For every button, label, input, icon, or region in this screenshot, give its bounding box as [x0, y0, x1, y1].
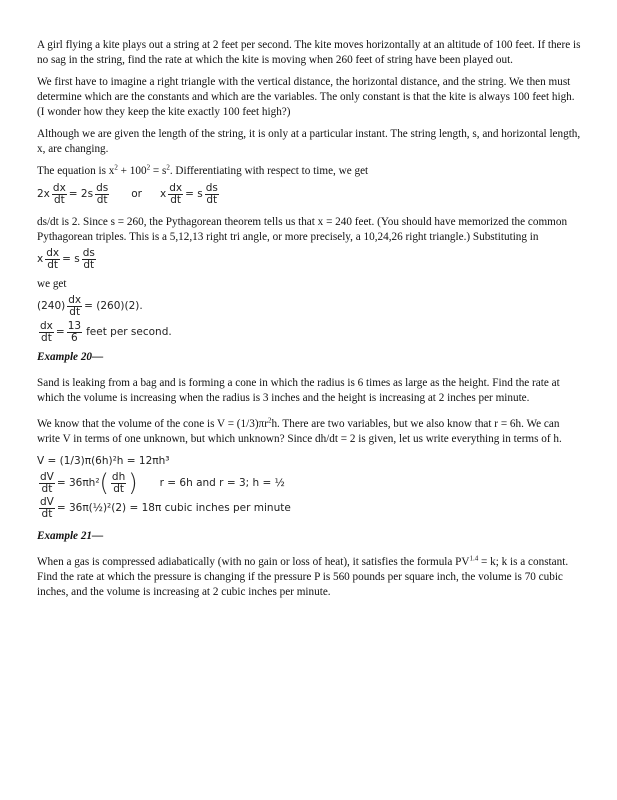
eq-term: x	[159, 188, 167, 200]
eq-or: or	[131, 188, 142, 200]
paragraph-pythagorean: ds/dt is 2. Since s = 260, the Pythagorean theorem tells us that x = 240 feet. (You should have memorized the common Pythagorean triples. This is a 5,12,13 right tri angle, or more precisely, a 10,24,26 right triangle.) Substituting in	[37, 216, 568, 243]
fraction-dx-dt	[168, 183, 183, 206]
denominator: dt	[53, 194, 65, 206]
eq-term: = 36π(½)²(2) = 18π cubic inches per minute	[56, 502, 291, 514]
fraction-ds-dt	[82, 248, 96, 271]
fraction-dx-dt	[52, 183, 67, 206]
superscript: 2	[166, 163, 170, 172]
eq-term: x	[37, 253, 44, 265]
fraction-13-6	[67, 321, 82, 344]
fraction-dV-dt	[39, 497, 55, 520]
superscript: 2	[267, 416, 272, 425]
numerator: ds	[82, 247, 95, 259]
parenthesized-fraction	[100, 471, 138, 495]
heading-example-21: Example 21—	[37, 530, 104, 542]
eq-term: =	[55, 326, 65, 338]
eq-term: = 2s	[68, 188, 94, 200]
equation-dv-dt	[37, 471, 582, 495]
numerator: dx	[40, 320, 53, 332]
fraction-dx-dt	[45, 248, 60, 271]
numerator: dh	[111, 470, 126, 483]
equation-final-rate	[37, 497, 582, 520]
paragraph-we-get: we get	[37, 278, 67, 290]
superscript: 2	[146, 163, 151, 172]
denominator: dt	[41, 508, 53, 520]
equation-substituted	[37, 295, 582, 318]
numerator: dx	[46, 247, 60, 259]
eq-term: feet per second.	[86, 326, 172, 338]
denominator: 6	[71, 332, 78, 344]
eq-condition: r = 6h and r = 3; h = ½	[159, 476, 285, 489]
left-paren-icon: (	[99, 469, 109, 497]
eq-text-mid: + 100	[117, 165, 147, 177]
equation-substitution-form	[37, 248, 582, 271]
heading-example-20: Example 20—	[37, 351, 104, 363]
eq-term: = 36πh²	[56, 476, 100, 489]
fraction-dx-dt	[39, 321, 54, 344]
equation-derivative	[37, 183, 582, 206]
eq-term: = s	[185, 188, 203, 200]
superscript: 1.4	[469, 554, 479, 563]
denominator: dt	[69, 306, 81, 318]
paragraph-sand-cone-problem: Sand is leaking from a bag and is forming a cone in which the radius is 6 times as large as the height. Find the rate at which the volume is increasing when the radius is 3 inches and the height is increasing at 2 inches per minute.	[37, 377, 560, 404]
eq-term: = (260)(2).	[84, 300, 143, 312]
eq-text-mid2: = s	[150, 165, 167, 177]
denominator: dt	[41, 482, 53, 495]
fraction-dh-dt	[111, 472, 126, 495]
denominator: dt	[47, 259, 59, 271]
numerator: ds	[205, 182, 218, 194]
numerator: dV	[40, 470, 54, 483]
equation-volume-in-h: V = (1/3)π(6h)²h = 12πh³	[37, 455, 170, 467]
text-post: = k; k is a constant. Find the rate at which the pressure is changing if the pressure P is 560 pounds per square inch, the volume is 70 cubic inches, and the volume is increasing at 2 cubic inches per minute.	[37, 556, 569, 598]
eq-text-pre: The equation is x	[37, 165, 115, 177]
denominator: dt	[41, 332, 52, 344]
paragraph-cone-volume	[37, 417, 582, 447]
paragraph-adiabatic-gas-problem	[37, 555, 582, 600]
fraction-dV-dt	[39, 472, 55, 495]
paragraph-problem-statement: A girl flying a kite plays out a string at 2 feet per second. The kite moves horizontally at an altitude of 100 feet. If there is no sag in the string, find the rate at which the kite is moving when 260 feet of string have been played out.	[37, 39, 581, 66]
denominator: dt	[170, 194, 182, 206]
numerator: dV	[40, 496, 54, 508]
text-pre: We know that the volume of the cone is V = (1/3)πr	[37, 418, 268, 430]
equation-result	[37, 321, 582, 344]
fraction-ds-dt	[205, 183, 219, 206]
text-pre: When a gas is compressed adiabatically (with no gain or loss of heat), it satisfies the formula PV	[37, 556, 470, 568]
denominator: dt	[113, 482, 124, 495]
fraction-dx-dt	[67, 295, 82, 318]
fraction-ds-dt	[95, 183, 109, 206]
text-post: h. There are two variables, but we also know that r = 6h. We can write V in terms of one unknown, but which unknown? Since dh/dt = 2 is given, let us write everything in terms of h.	[37, 418, 562, 445]
eq-text-post: . Differentiating with respect to time, we get	[169, 165, 369, 177]
eq-term: 2x	[37, 188, 50, 200]
paragraph-variables: Although we are given the length of the string, it is only at a particular instant. The string length, s, and horizontal length, x, are changing.	[37, 128, 581, 155]
paragraph-equation-intro	[37, 164, 582, 179]
denominator: dt	[206, 194, 218, 206]
numerator: 13	[67, 320, 82, 332]
eq-term: (240)	[37, 300, 66, 312]
document-page	[37, 38, 582, 607]
numerator: dx	[52, 182, 66, 194]
right-paren-icon: )	[128, 469, 138, 497]
numerator: dx	[169, 182, 183, 194]
denominator: dt	[83, 259, 95, 271]
numerator: dx	[68, 294, 82, 306]
paragraph-triangle-setup: We first have to imagine a right triangle with the vertical distance, the horizontal distance, and the string. We then must determine which are the constants and which are the variables. The only constant is that the kite is always 100 feet high. (I wonder how they keep the kite exactly 100 feet high?)	[37, 76, 575, 118]
numerator: ds	[96, 182, 109, 194]
eq-term: = s	[62, 253, 80, 265]
denominator: dt	[96, 194, 108, 206]
superscript: 2	[114, 163, 118, 172]
